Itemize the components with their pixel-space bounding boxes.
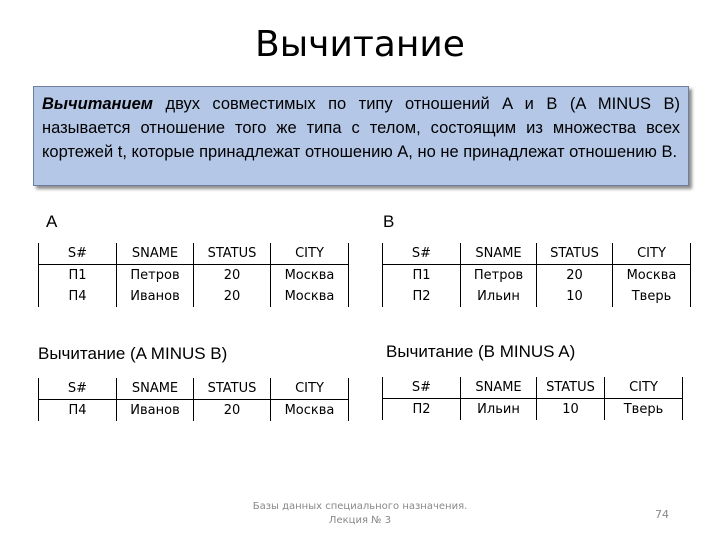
header-cell: STATUS (194, 243, 271, 265)
header-cell: S# (383, 377, 461, 399)
cell: П2 (383, 399, 461, 421)
b-minus-a-label: Вычитание (B MINUS A) (386, 342, 576, 361)
table-row (39, 400, 349, 422)
header-cell: S# (39, 378, 117, 400)
b-minus-a-table (382, 377, 683, 420)
cell: Петров (461, 265, 537, 287)
definition-box (33, 86, 689, 186)
cell: Иванов (117, 400, 194, 422)
cell: П4 (39, 400, 117, 422)
cell: Иванов (117, 286, 194, 307)
cell: Петров (117, 265, 194, 287)
cell: Ильин (461, 399, 537, 421)
cell: 10 (537, 399, 605, 421)
page-number: 74 (655, 508, 669, 521)
cell: 20 (194, 400, 271, 422)
table-header-row (383, 377, 683, 399)
table-row (383, 399, 683, 421)
footer-line: Базы данных специального назначения. (252, 501, 468, 512)
slide-title: Вычитание (255, 24, 465, 65)
cell: П1 (383, 265, 461, 287)
table-row (383, 286, 691, 307)
header-cell: STATUS (537, 243, 613, 265)
cell: П4 (39, 286, 117, 307)
cell: Ильин (461, 286, 537, 307)
header-cell: CITY (271, 378, 349, 400)
header-cell: SNAME (117, 243, 194, 265)
header-cell: STATUS (537, 377, 605, 399)
cell: П2 (383, 286, 461, 307)
header-cell: S# (39, 243, 117, 265)
relation-b-table (382, 243, 691, 307)
slide-footer (240, 500, 480, 528)
table-row (39, 265, 349, 287)
header-cell: CITY (613, 243, 691, 265)
cell: Москва (271, 286, 349, 307)
relation-a-label: A (46, 212, 58, 231)
table-header-row (383, 243, 691, 265)
definition-term: Вычитанием (42, 95, 153, 113)
header-cell: SNAME (461, 377, 537, 399)
cell: 20 (194, 265, 271, 287)
cell: Тверь (613, 286, 691, 307)
table-header-row (39, 378, 349, 400)
a-minus-b-label: Вычитание (A MINUS B) (38, 344, 228, 363)
table-row (39, 286, 349, 307)
relation-b-label: B (383, 212, 395, 231)
header-cell: CITY (605, 377, 683, 399)
table-row (383, 265, 691, 287)
cell: П1 (39, 265, 117, 287)
header-cell: CITY (271, 243, 349, 265)
cell: Москва (271, 400, 349, 422)
footer-line: Лекция № 3 (328, 515, 392, 526)
definition-text: двух совместимых по типу отношений A и B (A MINUS B) называется отношение того же типа с телом, состоящим из множества всех кортежей t, которые принадлежат отношению A, но не принадлежат отношению B. (42, 95, 680, 161)
cell: Москва (271, 265, 349, 287)
cell: Тверь (605, 399, 683, 421)
table-header-row (39, 243, 349, 265)
relation-a-table (38, 243, 349, 307)
cell: 20 (194, 286, 271, 307)
a-minus-b-table (38, 378, 349, 421)
cell: 20 (537, 265, 613, 287)
cell: Москва (613, 265, 691, 287)
header-cell: SNAME (461, 243, 537, 265)
cell: 10 (537, 286, 613, 307)
header-cell: S# (383, 243, 461, 265)
header-cell: STATUS (194, 378, 271, 400)
header-cell: SNAME (117, 378, 194, 400)
